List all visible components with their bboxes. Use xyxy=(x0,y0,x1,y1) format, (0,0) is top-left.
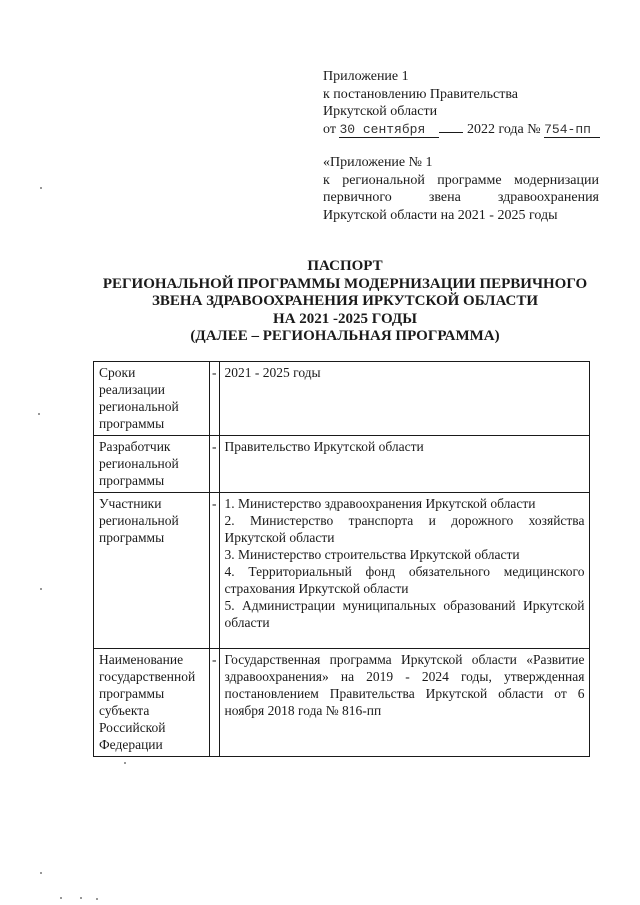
title-line-2: РЕГИОНАЛЬНОЙ ПРОГРАММЫ МОДЕРНИЗАЦИИ ПЕРВИЧНОГО xyxy=(102,275,588,292)
date-blank xyxy=(439,132,463,133)
list-item: 4. Территориальный фонд обязательного медицинского страхования Иркутской области xyxy=(224,564,585,596)
date-prefix: от xyxy=(323,121,336,137)
title-line-3: ЗВЕНА ЗДРАВООХРАНЕНИЯ ИРКУТСКОЙ ОБЛАСТИ xyxy=(151,293,539,309)
appendix-region: Иркутской области xyxy=(323,104,438,119)
speck xyxy=(40,187,42,189)
table-row xyxy=(94,649,590,757)
label-line: программы xyxy=(99,530,165,545)
participants-list xyxy=(225,495,585,631)
label-line: программы xyxy=(99,686,165,701)
label-line: Участники xyxy=(99,496,162,511)
year-text: 2022 года № xyxy=(466,121,541,137)
appendix-header xyxy=(323,68,605,138)
number-handwritten: 754-пп xyxy=(544,123,600,138)
row-dash: - xyxy=(210,649,220,757)
row-dash: - xyxy=(210,436,220,493)
date-handwritten: 30 сентября xyxy=(339,123,439,138)
label-line: Разработчик xyxy=(99,439,171,454)
row-value: Государственная программа Иркутской области «Развитие здравоохранения» на 2019 - 2024 годы, утвержденная постановлением Правительства Иркутской области от 6 ноября 2018 года № 816-пп xyxy=(219,649,589,757)
list-item: 5. Администрации муниципальных образований Иркутской области xyxy=(224,598,585,630)
label-line: региональной xyxy=(99,513,179,528)
row-label xyxy=(94,649,210,757)
speck xyxy=(40,872,42,874)
annex-line-4: Иркутской области на 2021 - 2025 годы xyxy=(323,207,558,223)
row-label xyxy=(94,436,210,493)
annex-line-2: к региональной программе модернизации xyxy=(323,172,599,188)
title-line-1: ПАСПОРТ xyxy=(307,258,383,274)
appendix-title: Приложение 1 xyxy=(323,69,409,84)
appendix-date-line xyxy=(323,121,605,139)
title-line-4: НА 2021 -2025 ГОДЫ xyxy=(273,310,417,327)
annex-line-3: первичного звена здравоохранения xyxy=(323,190,599,205)
speck xyxy=(80,897,82,899)
row-value: Правительство Иркутской области xyxy=(219,436,589,493)
passport-table xyxy=(93,361,590,757)
row-value: 2021 - 2025 годы xyxy=(219,362,589,436)
document-title xyxy=(80,258,610,346)
row-dash: - xyxy=(210,362,220,436)
title-line-5: (ДАЛЕЕ – РЕГИОНАЛЬНАЯ ПРОГРАММА) xyxy=(190,328,500,344)
label-line: программы xyxy=(99,416,165,431)
label-line: государственной xyxy=(99,669,196,684)
table-row xyxy=(94,493,590,649)
label-line: региональной xyxy=(99,456,179,471)
label-line: Федерации xyxy=(99,737,163,752)
label-line: Сроки xyxy=(99,365,136,380)
list-item: 1. Министерство здравоохранения Иркутской области xyxy=(224,496,536,511)
speck xyxy=(124,762,126,764)
label-line: Наименование xyxy=(99,652,184,667)
annex-title: «Приложение № 1 xyxy=(323,155,433,170)
speck xyxy=(96,898,98,900)
label-line: субъекта xyxy=(99,703,150,718)
row-dash: - xyxy=(210,493,220,649)
list-item: 3. Министерство строительства Иркутской области xyxy=(224,547,520,562)
label-line: Российской xyxy=(99,720,166,735)
row-label xyxy=(94,493,210,649)
row-value xyxy=(219,493,589,649)
list-item: 2. Министерство транспорта и дорожного хозяйства Иркутской области xyxy=(224,513,585,545)
table-row xyxy=(94,362,590,436)
speck xyxy=(40,588,42,590)
annex-reference xyxy=(323,154,599,224)
label-line: региональной xyxy=(99,399,179,414)
speck xyxy=(60,897,62,899)
table-row xyxy=(94,436,590,493)
speck xyxy=(38,413,40,415)
appendix-resolution-ref: к постановлению Правительства xyxy=(323,86,519,102)
label-line: программы xyxy=(99,473,165,488)
row-label xyxy=(94,362,210,436)
label-line: реализации xyxy=(99,382,165,397)
